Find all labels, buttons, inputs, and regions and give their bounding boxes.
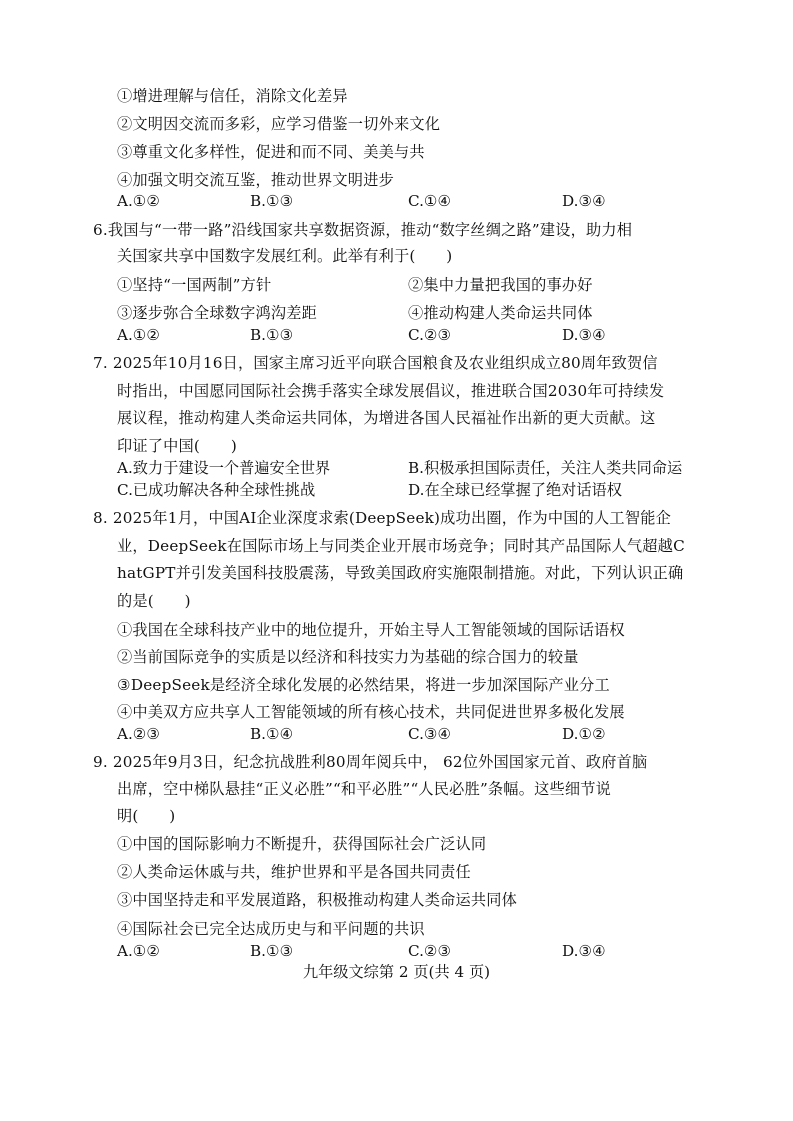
- q8-statement-3: ③DeepSeek是经济全球化发展的必然结果，将进一步加深国际产业分工: [117, 676, 610, 694]
- q7-stem-line-3: 展议程，推动构建人类命运共同体，为增进各国人民福祉作出新的更大贡献。这: [117, 409, 656, 427]
- q6-option-a: A.①②: [117, 326, 161, 344]
- q8-statement-1: ①我国在全球科技产业中的地位提升，开始主导人工智能领域的国际话语权: [117, 621, 625, 639]
- q9-option-a: A.①②: [117, 942, 161, 960]
- q6-statement-4: ④推动构建人类命运共同体: [408, 304, 593, 322]
- q5-option-d: D.③④: [562, 192, 606, 210]
- q6-stem-line-1: 6.我国与“一带一路”沿线国家共享数据资源，推动“数字丝绸之路”建设，助力相: [93, 221, 633, 239]
- q7-option-d: D.在全球已经掌握了绝对话语权: [408, 481, 622, 499]
- q6-option-d: D.③④: [562, 326, 606, 344]
- q9-statement-4: ④国际社会已完全达成历史与和平问题的共识: [117, 920, 425, 938]
- q9-statement-3: ③中国坚持走和平发展道路，积极推动构建人类命运共同体: [117, 891, 518, 909]
- q7-option-a: A.致力于建设一个普遍安全世界: [117, 459, 331, 477]
- q5-option-b: B.①③: [250, 192, 294, 210]
- q9-stem-line-3: 明( ): [117, 807, 176, 825]
- q8-stem-line-2: 业，DeepSeek在国际市场上与同类企业开展市场竞争；同时其产品国际人气超越C: [117, 537, 685, 555]
- q7-stem-line-2: 时指出，中国愿同国际社会携手落实全球发展倡议，推进联合国2030年可持续发: [117, 382, 665, 400]
- q8-option-a: A.②③: [117, 725, 161, 743]
- q9-option-c: C.②③: [408, 942, 452, 960]
- q9-statement-2: ②人类命运休戚与共，维护世界和平是各国共同责任: [117, 863, 471, 881]
- q9-statement-1: ①中国的国际影响力不断提升，获得国际社会广泛认同: [117, 835, 487, 853]
- q5-statement-4: ④加强文明交流互鉴，推动世界文明进步: [117, 171, 394, 189]
- q6-option-c: C.②③: [408, 326, 452, 344]
- q9-option-d: D.③④: [562, 942, 606, 960]
- q8-option-b: B.①④: [250, 725, 294, 743]
- q5-option-a: A.①②: [117, 192, 161, 210]
- q7-stem-line-1: 7. 2025年10月16日，国家主席习近平向联合国粮食及农业组织成立80周年致贺信: [93, 354, 658, 372]
- q8-stem-line-4: 的是( ): [117, 592, 191, 610]
- q8-option-c: C.③④: [408, 725, 452, 743]
- q8-stem-line-3: hatGPT并引发美国科技股震荡，导致美国政府实施限制措施。对此，下列认识正确: [117, 564, 684, 582]
- q8-statement-4: ④中美双方应共享人工智能领域的所有核心技术，共同促进世界多极化发展: [117, 703, 625, 721]
- q6-option-b: B.①③: [250, 326, 294, 344]
- q5-statement-1: ①增进理解与信任，消除文化差异: [117, 87, 348, 105]
- q9-option-b: B.①③: [250, 942, 294, 960]
- q8-statement-2: ②当前国际竞争的实质是以经济和科技实力为基础的综合国力的较量: [117, 648, 579, 666]
- q7-option-b: B.积极承担国际责任，关注人类共同命运: [408, 459, 683, 477]
- q8-option-d: D.①②: [562, 725, 606, 743]
- q6-statement-3: ③逐步弥合全球数字鸿沟差距: [117, 304, 318, 322]
- q5-option-c: C.①④: [408, 192, 452, 210]
- q9-stem-line-1: 9. 2025年9月3日，纪念抗战胜利80周年阅兵中， 62位外国国家元首、政府首脑: [93, 753, 648, 771]
- q8-stem-line-1: 8. 2025年1月，中国AI企业深度求索(DeepSeek)成功出圈，作为中国的人工智能企: [93, 509, 671, 527]
- q7-option-c: C.已成功解决各种全球性挑战: [117, 481, 316, 499]
- page-footer: 九年级文综第 2 页(共 4 页): [302, 963, 491, 981]
- q9-stem-line-2: 出席，空中梯队悬挂“正义必胜”“和平必胜”“人民必胜”条幅。这些细节说: [117, 780, 612, 798]
- q6-stem-line-2: 关国家共享中国数字发展红利。此举有利于( ): [117, 247, 453, 265]
- q6-statement-1: ①坚持“一国两制”方针: [117, 276, 272, 294]
- q5-statement-3: ③尊重文化多样性，促进和而不同、美美与共: [117, 143, 425, 161]
- q7-stem-line-4: 印证了中国( ): [117, 437, 237, 455]
- q6-statement-2: ②集中力量把我国的事办好: [408, 276, 593, 294]
- q5-statement-2: ②文明因交流而多彩，应学习借鉴一切外来文化: [117, 115, 441, 133]
